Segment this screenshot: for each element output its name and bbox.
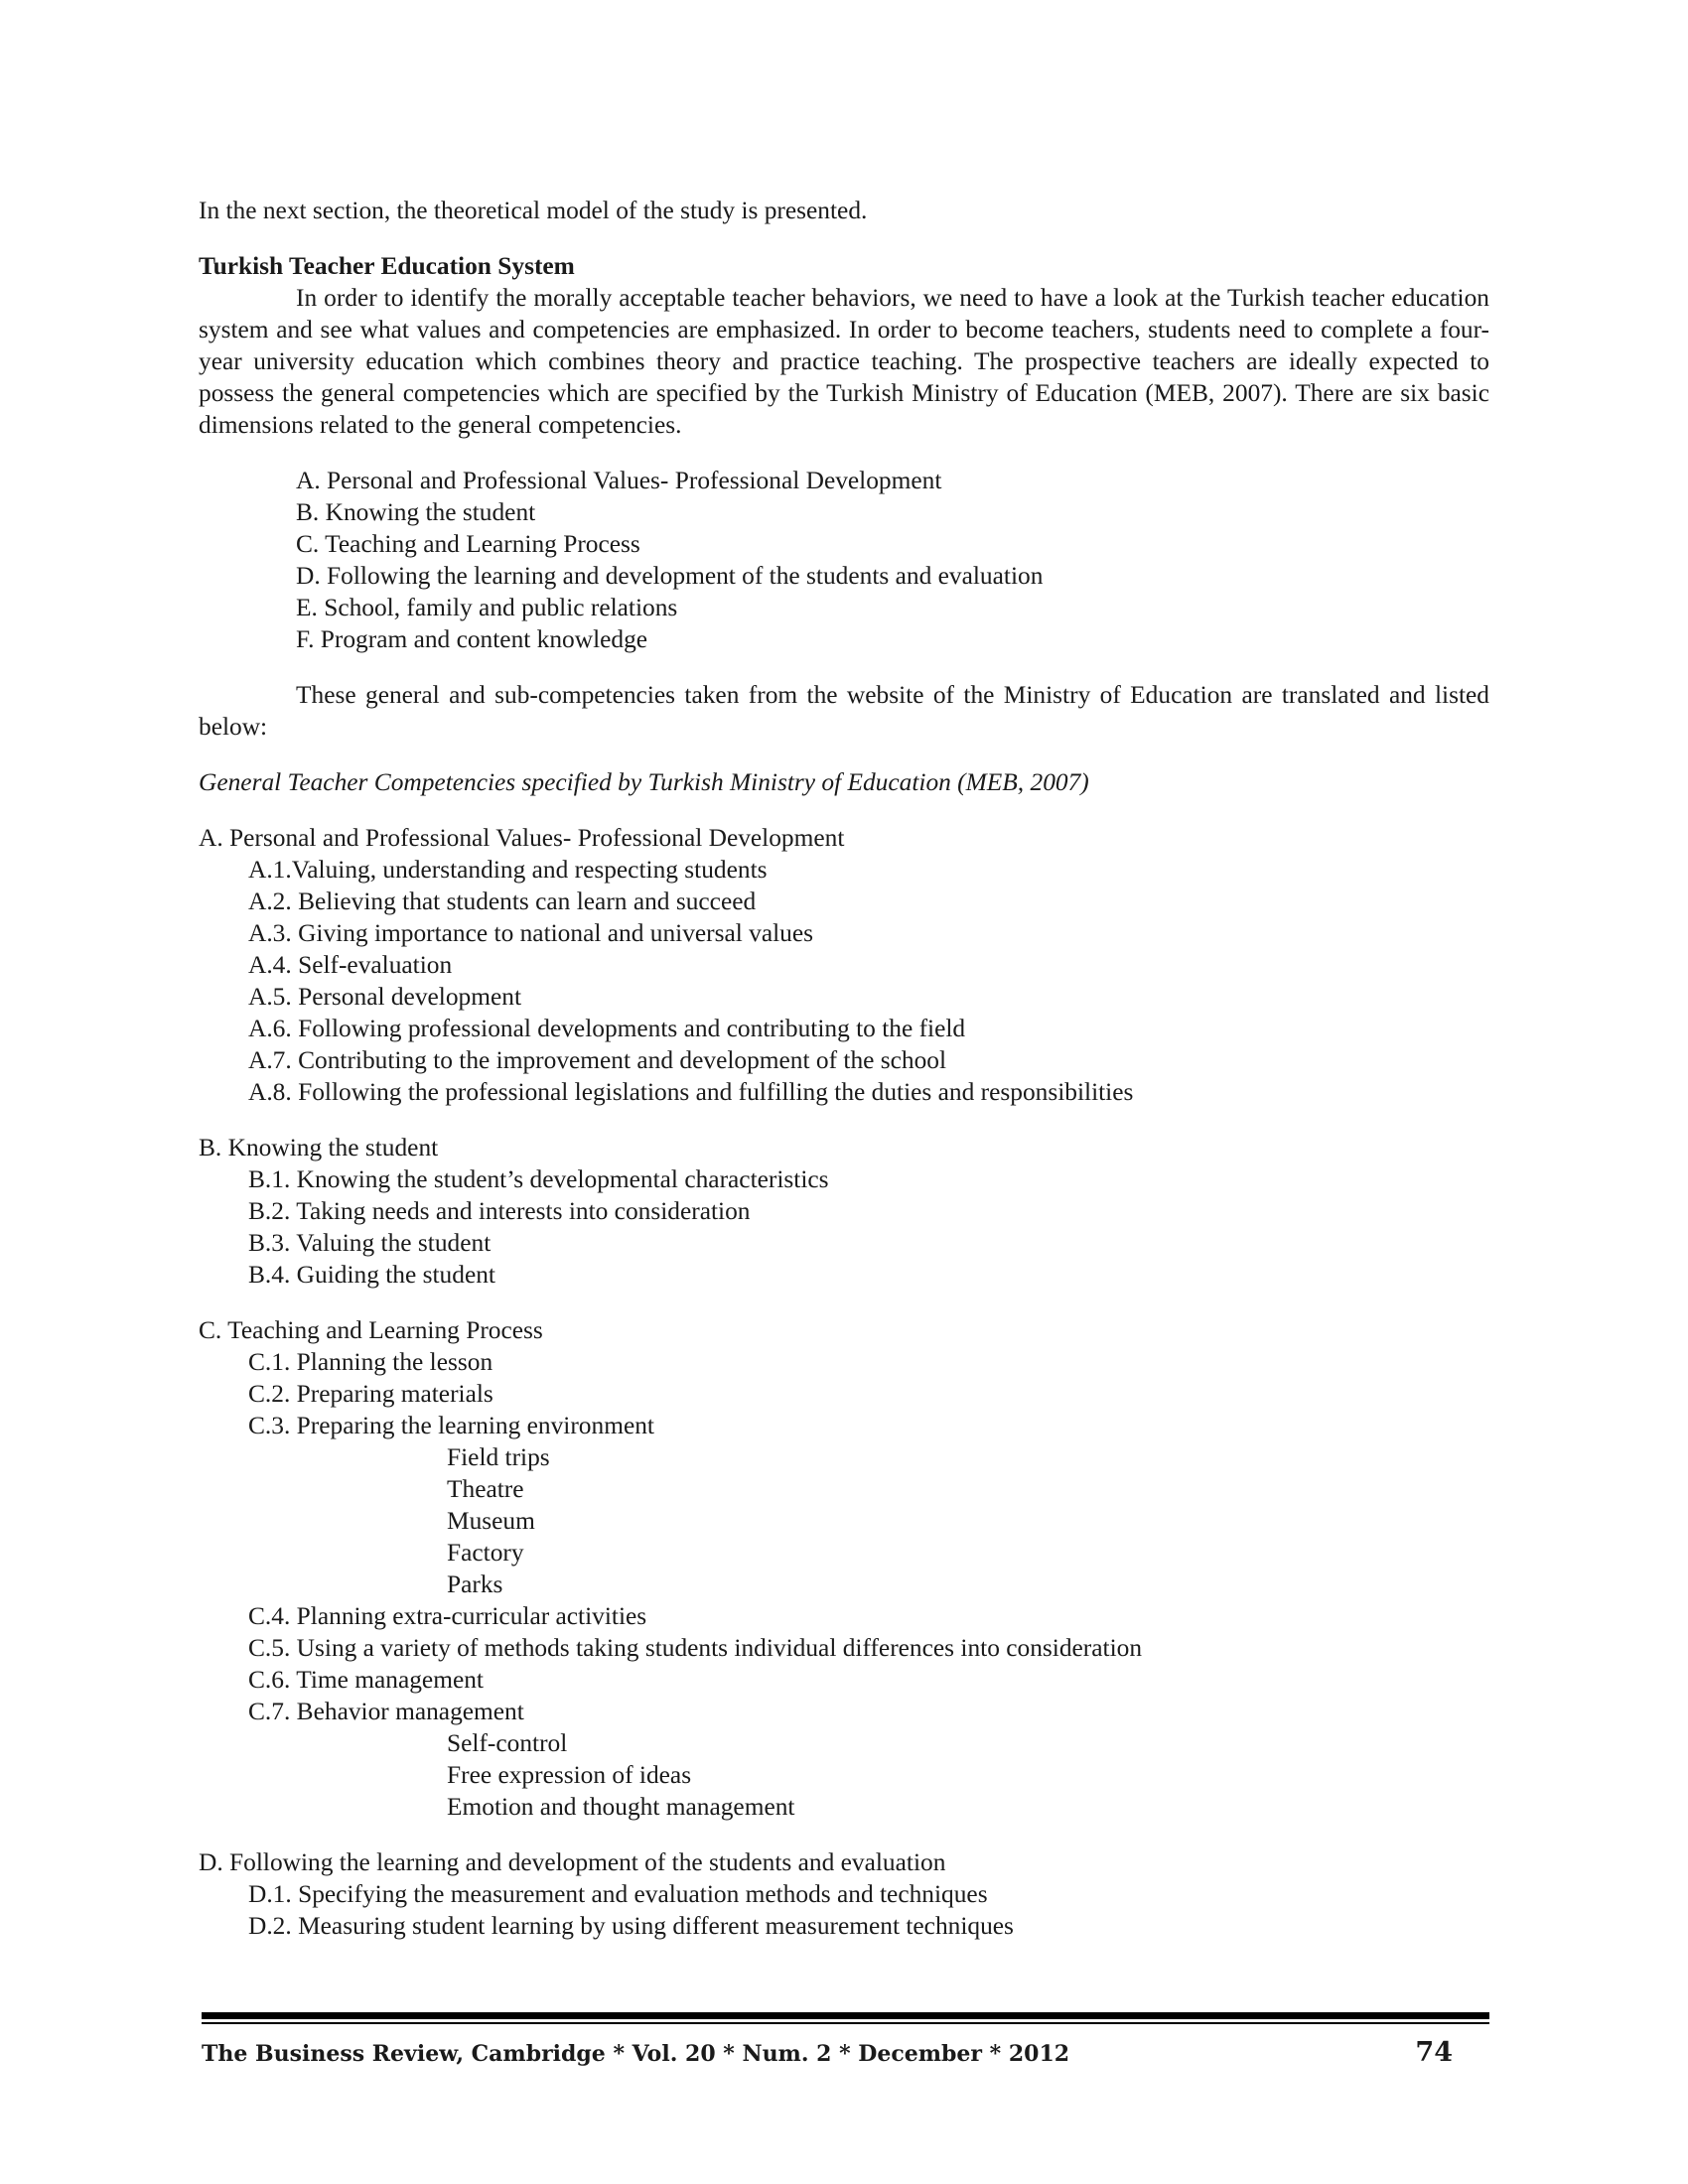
group-title: A. Personal and Professional Values- Professional Development [199,824,845,852]
sub-competency: C.6. Time management [248,1666,484,1694]
sub-competency: A.4. Self-evaluation [248,951,453,979]
sub-competency: C.4. Planning extra-curricular activities [248,1602,647,1630]
page-footer [202,2037,1453,2068]
sub-competency: A.3. Giving importance to national and universal values [248,919,814,947]
journal-citation: The Business Review, Cambridge * Vol. 20 * Num. 2 * December * 2012 [202,2041,1070,2067]
sub-competency: B.2. Taking needs and interests into consideration [248,1197,751,1225]
dimension-item: D. Following the learning and development of the students and evaluation [296,562,1044,590]
group-title: C. Teaching and Learning Process [199,1316,543,1344]
competency-group-d [199,1846,1489,1942]
page-number: 74 [1415,2037,1453,2068]
sub-competency: A.8. Following the professional legislations and fulfilling the duties and responsibilities [248,1078,1134,1106]
dimensions-list [296,465,1489,655]
body-paragraph-1: In order to identify the morally acceptable teacher behaviors, we need to have a look at the Turkish teacher education system and see what values and competencies are emphasized. In order to become teachers, students need to complete a four-year university education which combines theory and practice teaching. The prospective teachers are ideally expected to possess the general competencies which are specified by the Turkish Ministry of Education (MEB, 2007). There are six basic dimensions related to the general competencies. [199,284,1489,439]
sub-competency: B.1. Knowing the student’s developmental characteristics [248,1165,829,1193]
list-caption: General Teacher Competencies specified by Turkish Ministry of Education (MEB, 2007) [199,768,1089,796]
page-body [199,195,1489,1942]
dimension-item: F. Program and content knowledge [296,625,648,653]
environment-example: Museum [447,1507,535,1535]
competency-group-c [199,1314,1489,1823]
sub-competency: C.5. Using a variety of methods taking students individual differences into consideration [248,1634,1143,1662]
environment-example: Field trips [447,1443,550,1471]
behavior-example: Free expression of ideas [447,1761,692,1789]
sub-competency: A.5. Personal development [248,983,522,1011]
behavior-example: Emotion and thought management [447,1793,795,1821]
sub-competency: C.3. Preparing the learning environment [248,1412,654,1439]
environment-example: Factory [447,1539,524,1567]
competency-group-b [199,1132,1489,1291]
sub-competency: C.7. Behavior management [248,1698,524,1725]
sub-competency: C.2. Preparing materials [248,1380,493,1408]
group-title: D. Following the learning and development of the students and evaluation [199,1848,946,1876]
sub-competency: A.6. Following professional developments and contributing to the field [248,1015,966,1042]
behavior-example: Self-control [447,1729,568,1757]
footer-rule-thin [202,2022,1489,2024]
sub-competency: A.7. Contributing to the improvement and development of the school [248,1046,947,1074]
group-title: B. Knowing the student [199,1134,439,1161]
sub-competency: A.1.Valuing, understanding and respecting students [248,856,768,884]
environment-example: Theatre [447,1475,524,1503]
intro-sentence: In the next section, the theoretical model of the study is presented. [199,197,868,224]
competency-group-a [199,822,1489,1108]
environment-example: Parks [447,1570,503,1598]
footer-rule [202,2012,1489,2019]
sub-competency: D.2. Measuring student learning by using different measurement techniques [248,1912,1014,1940]
sub-competency: A.2. Believing that students can learn and succeed [248,887,757,915]
sub-competency: D.1. Specifying the measurement and evaluation methods and techniques [248,1880,988,1908]
sub-competency: C.1. Planning the lesson [248,1348,493,1376]
dimension-item: E. School, family and public relations [296,594,678,621]
dimension-item: A. Personal and Professional Values- Professional Development [296,467,942,494]
section-heading: Turkish Teacher Education System [199,252,575,280]
dimension-item: C. Teaching and Learning Process [296,530,640,558]
competency-groups [199,822,1489,1942]
dimension-item: B. Knowing the student [296,498,536,526]
body-paragraph-2: These general and sub-competencies taken from the website of the Ministry of Education are translated and listed below: [199,681,1489,741]
sub-competency: B.3. Valuing the student [248,1229,492,1257]
sub-competency: B.4. Guiding the student [248,1261,495,1289]
